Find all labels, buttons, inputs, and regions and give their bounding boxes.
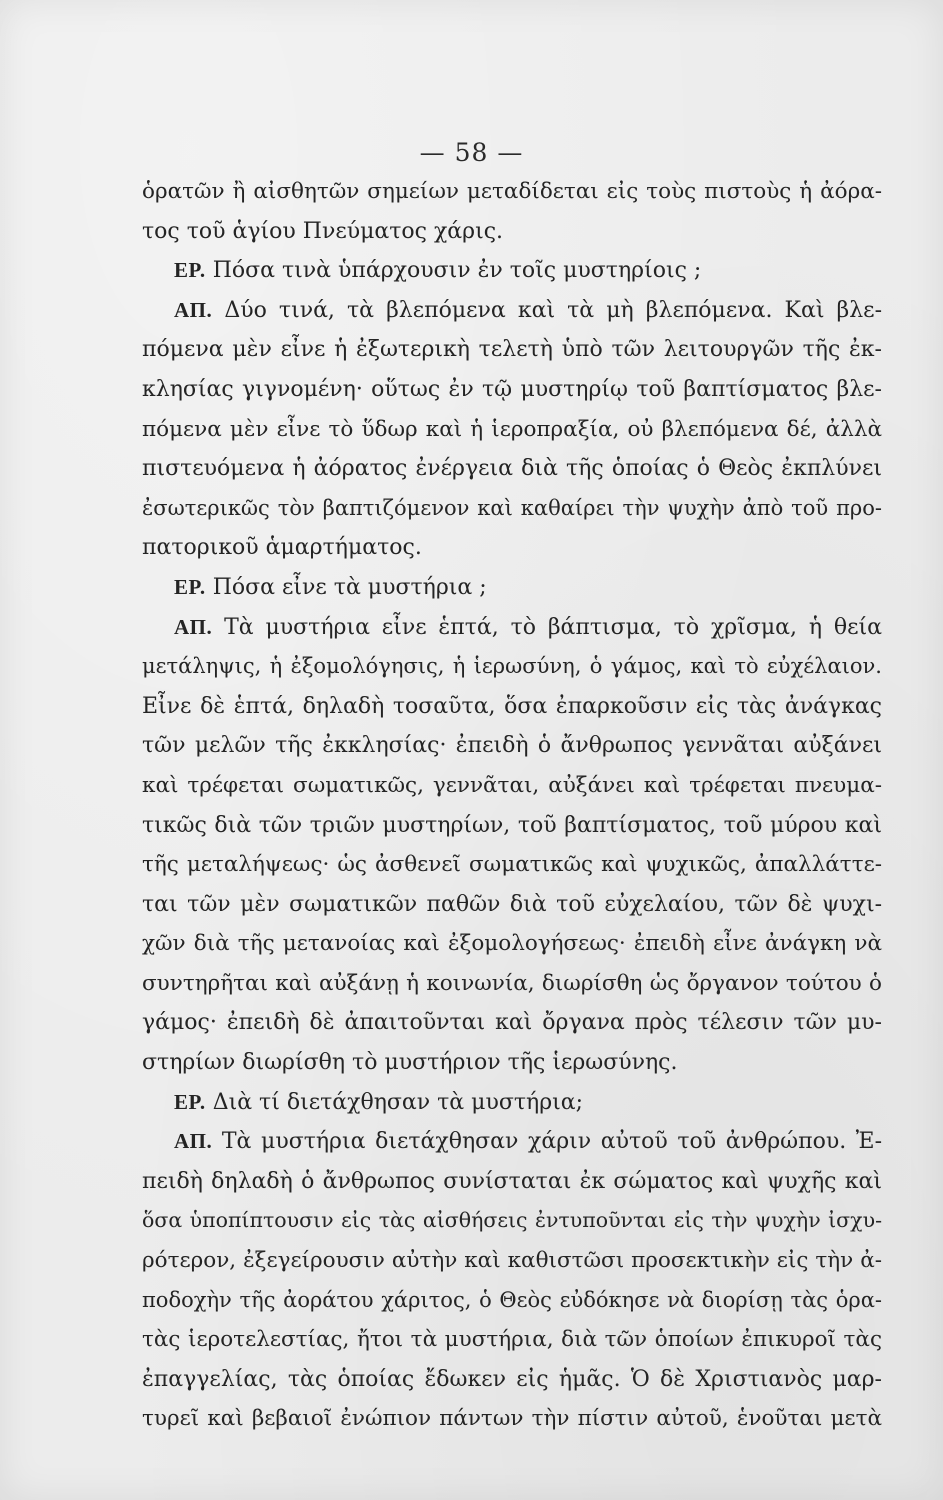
line-text: Εἶνε δὲ ἑπτά, δηλαδὴ τοσαῦτα, ὅσα ἐπαρκοῦσιν εἰς τὰς ἀνάγκας (142, 693, 882, 719)
line-text: πόμενα μὲν εἶνε ἡ ἐξωτερικὴ τελετὴ ὑπὸ τῶν λειτουργῶν τῆς ἐκ- (142, 337, 882, 363)
line-text: τῆς μεταλήψεως· ὡς ἀσθενεῖ σωματικῶς καὶ ψυχικῶς, ἀπαλλάττε- (142, 852, 882, 878)
text-line (142, 489, 882, 529)
text-line (142, 370, 882, 410)
text-line (142, 845, 882, 885)
text-line (142, 1360, 882, 1400)
line-text: στηρίων διωρίσθη τὸ μυστήριον τῆς ἱερωσύνης. (142, 1050, 678, 1076)
speaker-label: ΕΡ. (174, 258, 206, 283)
text-line (142, 964, 882, 1004)
line-text: Τὰ μυστήρια διετάχθησαν χάριν αὐτοῦ τοῦ ἀνθρώπου. Ἐ- (221, 1129, 883, 1155)
line-text: πιστευόμενα ἡ ἀόρατος ἐνέργεια διὰ τῆς ὁποίας ὁ Θεὸς ἐκπλύνει (142, 456, 882, 482)
line-text: ὅσα ὑποπίπτουσιν εἰς τὰς αἰσθήσεις ἐντυποῦνται εἰς τὴν ψυχὴν ἰσχυ- (142, 1208, 882, 1233)
text-line (142, 528, 882, 568)
text-line (142, 1399, 882, 1439)
line-text: ρότερον, ἐξεγείρουσιν αὐτὴν καὶ καθιστῶσι προσεκτικὴν εἰς τὴν ἀ- (142, 1248, 882, 1274)
text-line (142, 291, 882, 331)
text-line (142, 647, 882, 687)
line-text: τυρεῖ καὶ βεβαιοῖ ἐνώπιον πάντων τὴν πίστιν αὐτοῦ, ἑνοῦται μετὰ (142, 1406, 882, 1432)
line-text: τὰς ἱεροτελεστίας, ἤτοι τὰ μυστήρια, διὰ τῶν ὁποίων ἐπικυροῖ τὰς (142, 1327, 882, 1353)
line-text: τος τοῦ ἁγίου Πνεύματος χάρις. (142, 218, 504, 244)
line-text: καὶ τρέφεται σωματικῶς, γεννᾶται, αὐξάνει καὶ τρέφεται πνευμα- (142, 772, 882, 798)
text-line (142, 410, 882, 450)
text-line (142, 330, 882, 370)
line-text: ὁρατῶν ἢ αἰσθητῶν σημείων μεταδίδεται εἰς τοὺς πιστοὺς ἡ ἀόρα- (142, 179, 882, 204)
line-text: τῶν μελῶν τῆς ἐκκλησίας· ἐπειδὴ ὁ ἄνθρωπος γεννᾶται αὐξάνει (142, 733, 882, 759)
line-text: πειδὴ δηλαδὴ ὁ ἄνθρωπος συνίσταται ἐκ σώματος καὶ ψυχῆς καὶ (142, 1168, 882, 1194)
line-text: Πόσα εἶνε τὰ μυστήρια ; (212, 574, 487, 600)
line-text: γάμος· ἐπειδὴ δὲ ἀπαιτοῦνται καὶ ὄργανα πρὸς τέλεσιν τῶν μυ- (142, 1010, 882, 1036)
text-line (142, 885, 882, 925)
text-line (142, 1201, 882, 1241)
text-line (142, 568, 882, 608)
speaker-label: ΑΠ. (174, 614, 213, 639)
line-text: Δύο τινά, τὰ βλεπόμενα καὶ τὰ μὴ βλεπόμενα. Καὶ βλε- (224, 297, 883, 323)
text-line (142, 1122, 882, 1162)
line-text: κλησίας γιγνομένη· οὕτως ἐν τῷ μυστηρίῳ τοῦ βαπτίσματος βλε- (142, 376, 882, 402)
speaker-label: ΑΠ. (174, 297, 213, 322)
text-line (142, 1162, 882, 1202)
text-line (142, 766, 882, 806)
text-line (142, 608, 882, 648)
line-text: ποδοχὴν τῆς ἀοράτου χάριτος, ὁ Θεὸς εὐδόκησε νὰ διορίσῃ τὰς ὁρα- (142, 1287, 882, 1312)
speaker-label: ΕΡ. (174, 1089, 206, 1114)
text-line (142, 449, 882, 489)
body-text (142, 172, 882, 1439)
text-line (142, 1003, 882, 1043)
text-line (142, 1043, 882, 1083)
line-text: πόμενα μὲν εἶνε τὸ ὕδωρ καὶ ἡ ἱεροπραξία, οὐ βλεπόμενα δέ, ἀλλὰ (142, 416, 882, 442)
text-line (142, 1281, 882, 1321)
line-text: Τὰ μυστήρια εἶνε ἑπτά, τὸ βάπτισμα, τὸ χρῖσμα, ἡ θεία (224, 614, 882, 640)
line-text: ἐπαγγελίας, τὰς ὁποίας ἔδωκεν εἰς ἡμᾶς. Ὁ δὲ Χριστιανὸς μαρ- (142, 1366, 882, 1392)
text-line (142, 806, 882, 846)
text-line (142, 1320, 882, 1360)
line-text: ται τῶν μὲν σωματικῶν παθῶν διὰ τοῦ εὐχελαίου, τῶν δὲ ψυχι- (142, 891, 882, 917)
text-line (142, 687, 882, 727)
text-line (142, 1083, 882, 1123)
line-text: Διὰ τί διετάχθησαν τὰ μυστήρια; (212, 1089, 584, 1115)
text-line (142, 726, 882, 766)
line-text: συντηρῆται καὶ αὐξάνῃ ἡ κοινωνία, διωρίσθη ὡς ὄργανον τούτου ὁ (142, 970, 882, 996)
speaker-label: ΑΠ. (174, 1129, 213, 1154)
text-line (142, 212, 882, 252)
text-line (142, 172, 882, 212)
text-line (142, 924, 882, 964)
line-text: μετάληψις, ἡ ἐξομολόγησις, ἡ ἱερωσύνη, ὁ γάμος, καὶ τὸ εὐχέλαιον. (142, 654, 882, 679)
line-text: Πόσα τινὰ ὑπάρχουσιν ἐν τοῖς μυστηρίοις ; (212, 258, 702, 284)
page-number: — 58 — (419, 138, 524, 167)
speaker-label: ΕΡ. (174, 574, 206, 599)
text-line (142, 1241, 882, 1281)
line-text: τικῶς διὰ τῶν τριῶν μυστηρίων, τοῦ βαπτίσματος, τοῦ μύρου καὶ (142, 812, 882, 838)
line-text: χῶν διὰ τῆς μετανοίας καὶ ἐξομολογήσεως· ἐπειδὴ εἶνε ἀνάγκη νὰ (142, 931, 882, 957)
line-text: ἐσωτερικῶς τὸν βαπτιζόμενον καὶ καθαίρει τὴν ψυχὴν ἀπὸ τοῦ προ- (142, 495, 882, 520)
line-text: πατορικοῦ ἁμαρτήματος. (142, 535, 422, 561)
text-line (142, 251, 882, 291)
